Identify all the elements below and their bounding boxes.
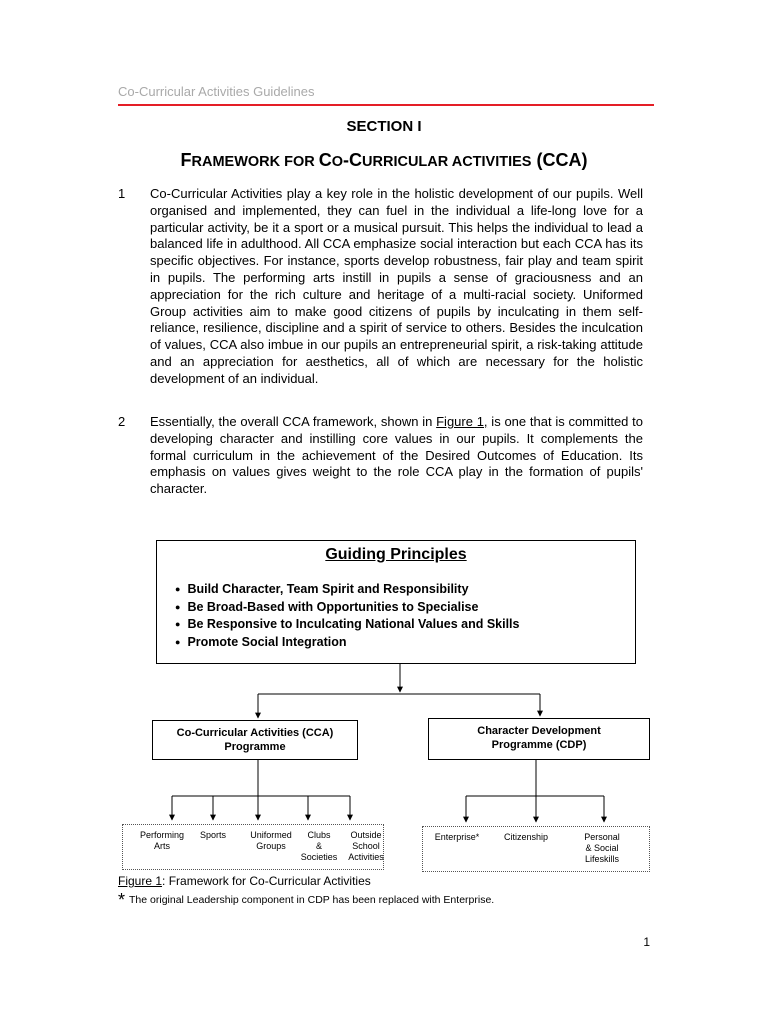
title-part: O <box>331 154 344 170</box>
guiding-principles-box <box>156 540 636 664</box>
paragraph-number: 1 <box>118 186 126 201</box>
cdp-programme-box <box>428 718 650 760</box>
page-number: 1 <box>643 935 650 949</box>
footnote-text: The original Leadership component in CDP has been replaced with Enterprise. <box>129 894 495 906</box>
guiding-principles-title: Guiding Principles <box>325 546 467 563</box>
leaf-line: Arts <box>153 841 170 851</box>
cca-activity-clubs-societies <box>296 830 342 863</box>
running-header: Co-Curricular Activities Guidelines <box>118 84 315 99</box>
leaf-line: Performing <box>139 830 184 840</box>
figure-caption <box>118 874 371 888</box>
title-part: URRICULAR ACTIVITIES <box>362 154 532 170</box>
leaf-line: Sports <box>199 830 226 840</box>
title-part: (CCA) <box>531 150 588 170</box>
guiding-principle-item: ● Be Responsive to Inculcating National Values and Skills <box>175 616 519 634</box>
paragraph-2-text: Essentially, the overall CCA framework, shown in <box>150 414 437 429</box>
leaf-line: Uniformed <box>250 830 292 840</box>
guiding-principle-item: ● Build Character, Team Spirit and Responsibility <box>175 581 519 599</box>
guiding-principles-list <box>175 581 519 651</box>
cca-programme-box <box>152 720 358 760</box>
leaf-line: Personal <box>584 832 620 842</box>
cdp-component-personal-social-lifeskills <box>572 832 632 865</box>
title-part: RAMEWORK FOR <box>191 154 319 170</box>
figure-caption-text: : Framework for Co-Curricular Activities <box>162 874 371 888</box>
guiding-principle-item: ● Promote Social Integration <box>175 634 519 652</box>
cca-activity-sports <box>193 830 233 841</box>
paragraph-1: Co-Curricular Activities play a key role in the holistic development of our pupils. Well organised and implemented, they can fuel in the individual a life-long love for a particular activity, be it a sport or a musical pursuit. This helps the individual to lead a balanced life in adulthood. All CCA emphasize social interaction but each CCA has its specific objectives. For instance, sports develop robustness, fair play and team spirit in pupils. The performing arts instill in pupils a sense of graciousness and an appreciation for the rich culture and heritage of a multi-racial society. Uniformed Group activities aim to make good citizens of pupils by inculcating in them self-reliance, resilience, discipline and a spirit of service to others. Besides the inculcation of values, CCA also imbue in our pupils an entrepreneurial spirit, a risk-taking attitude and an appreciation for aesthetics, all of which are necessary for the holistic development of an individual. <box>150 186 643 386</box>
cdp-programme-line: Programme (CDP) <box>491 739 587 751</box>
cdp-component-enterprise <box>426 832 488 843</box>
leaf-line: Outside <box>350 830 382 840</box>
leaf-line: Citizenship <box>503 832 549 842</box>
paragraph-number: 2 <box>118 414 126 429</box>
footnote-marker: * <box>118 890 126 910</box>
title-part: C <box>318 150 332 170</box>
leaf-line: School <box>352 841 380 851</box>
leaf-line: Lifeskills <box>584 854 619 864</box>
leaf-line: & <box>315 841 322 851</box>
cca-activity-performing-arts <box>133 830 191 852</box>
cdp-programme-line: Character Development <box>477 725 601 737</box>
paragraph-2-text: is one that is committed to developing character and instilling core values in our pupils. It complements the formal curriculum in the achievement of the Desired Outcomes of Education. Its emphasis on values gives weight to the role CCA play in the formation of pupils' character. <box>150 414 644 497</box>
leaf-line: Societies <box>300 852 338 862</box>
figure-caption-label: Figure 1 <box>118 874 163 888</box>
leaf-line: Clubs <box>307 830 331 840</box>
title-part: C <box>349 150 363 170</box>
leaf-line: Enterprise* <box>434 832 480 842</box>
leaf-line: & Social <box>585 843 619 853</box>
cca-programme-line: Programme <box>224 741 286 753</box>
footnote <box>118 890 494 911</box>
cdp-component-citizenship <box>496 832 556 843</box>
guiding-principle-item: ● Be Broad-Based with Opportunities to Specialise <box>175 599 519 617</box>
cca-activity-uniformed-groups <box>242 830 300 852</box>
leaf-line: Activities <box>348 852 384 862</box>
title-part: - <box>343 150 350 170</box>
title-part: F <box>180 150 192 170</box>
cca-activity-outside-school <box>342 830 390 863</box>
figure-1-link[interactable]: Figure 1, <box>436 414 488 429</box>
section-label: SECTION I <box>346 118 422 135</box>
cca-programme-line: Co-Curricular Activities (CCA) <box>176 727 334 739</box>
leaf-line: Groups <box>256 841 286 851</box>
